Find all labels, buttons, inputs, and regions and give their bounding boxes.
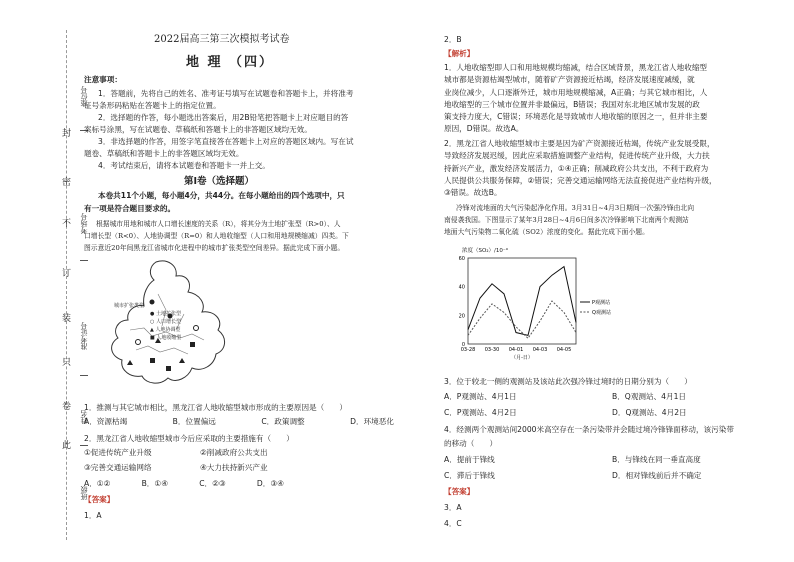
binding-char: 密: [62, 178, 72, 188]
option-b[interactable]: B．①④: [141, 479, 169, 488]
city-marker-shrinking: [190, 342, 195, 347]
legend-symbol: ○: [150, 319, 156, 325]
notice-line: 案标号涂黑，写在试题卷、草稿纸和答题卡上的非答题区域均无效。: [84, 125, 312, 134]
option-a[interactable]: A．提前于锋线: [444, 455, 495, 464]
passage-2: [444, 202, 774, 238]
legend-label: 人口增长型: [155, 319, 181, 325]
x-tick-label: 04-01: [508, 347, 524, 353]
statement-item: ②削减政府公共支出: [200, 448, 268, 457]
option-d[interactable]: D．Q观测站、4月2日: [612, 408, 687, 417]
x-tick-label: 03-28: [460, 347, 476, 353]
analysis-line: 业岗位减少，人口逐渐外迁，城市用地规模缩减，A正确；与其它城市相比，人: [444, 87, 708, 97]
city-marker-shrinking: [166, 366, 171, 371]
city-marker-population: [136, 340, 141, 345]
notice-line: 2．选择题的作答，每小题选出答案后，用2B铅笔把答题卡上对应题目的答: [98, 113, 349, 122]
passage-line: 南侵袭我国。下图显示了某年3月28日~4月6日间多次冷锋影响下北南两个观测站: [444, 216, 689, 224]
city-marker-population: [194, 326, 199, 331]
y-tick-label: 0: [461, 342, 465, 348]
x-tick-label: 04-03: [532, 347, 548, 353]
option-b[interactable]: B．位置偏远: [172, 417, 216, 426]
binding-char: 不: [62, 219, 72, 229]
passage-line: 图示意近20年间黑龙江省城市化进程中的城市扩张类型空间差异。据此完成下面小题。: [84, 244, 345, 252]
city-marker-shrinking: [150, 358, 155, 363]
binding-char: 此: [62, 441, 72, 451]
passage-1: [84, 218, 394, 254]
passage-line: 口增长型（R<0）、人地协调型（R=0）和人地收缩型（人口和用地规模缩减）四类。下: [84, 232, 349, 240]
legend-label: 人地收缩型: [156, 335, 182, 341]
analysis-label: 【解析】: [444, 49, 475, 58]
legend-label: Q观测站: [592, 310, 611, 316]
legend-label: 人地协调型: [155, 327, 181, 333]
notice-heading: 注意事项：: [84, 75, 122, 84]
option-c[interactable]: C．②③: [199, 479, 226, 488]
question-2-stem: 2．黑龙江省人地收缩型城市今后应采取的主要措施有（ ）: [84, 434, 294, 443]
y-axis-label: 浓度（SO₂）/10⁻⁹: [462, 248, 508, 254]
binding-char: 订: [62, 269, 72, 279]
blank-line: [80, 445, 88, 446]
option-d[interactable]: D．③④: [256, 479, 284, 488]
seat-number-label: 座位号: [80, 86, 88, 107]
option-b[interactable]: B．与锋线在同一垂直高度: [612, 455, 701, 464]
statement-item: ①促进传统产业升级: [84, 448, 152, 457]
map-legend: [114, 302, 144, 310]
analysis-2: [444, 138, 774, 199]
notice-line: 题卷、草稿纸和答题卡上的非答题区域均无效。: [84, 149, 244, 158]
x-tick-label: 04-05: [556, 347, 572, 353]
name-label: 姓名: [80, 410, 88, 424]
question-4-stem: 的移动（ ）: [444, 439, 498, 448]
option-a[interactable]: A．①②: [84, 479, 111, 488]
x-axis-label: （月-日）: [511, 355, 533, 361]
statement-item: ③完善交通运输网络: [84, 463, 152, 472]
analysis-1: [444, 62, 774, 136]
option-c[interactable]: C．滞后于锋线: [444, 471, 495, 480]
exam-title: 2022届高三第三次模拟考试卷: [154, 34, 290, 45]
option-a[interactable]: A．资源枯竭: [84, 417, 128, 426]
question-4-options: [444, 454, 774, 482]
answer-label: 【答案】: [444, 487, 475, 496]
notice-line: 1．答题前，先将自己的姓名、准考证号填写在试题卷和答题卡上，并将准考: [98, 89, 354, 98]
analysis-line: 地收缩型的三个城市位置并非最偏远，B错误；我国对东北地区城市发展的政: [444, 99, 700, 109]
statement-item: ④大力扶持新兴产业: [200, 463, 268, 472]
option-c[interactable]: C．政策调整: [261, 417, 305, 426]
binding-char: 封: [62, 129, 72, 139]
binding-char: 装: [62, 314, 72, 324]
exam-id-label: 准考证号: [80, 322, 88, 350]
answer-4: 4．C: [444, 519, 462, 528]
so2-concentration-chart: [446, 242, 626, 370]
option-d[interactable]: D．相对锋线前后并不确定: [612, 471, 702, 480]
legend-title: 城市扩张类型: [114, 303, 145, 309]
y-tick-label: 40: [458, 284, 465, 291]
blank-line: [80, 260, 88, 261]
notice-line: 证号条形码粘贴在答题卡上的指定位置。: [84, 101, 221, 110]
answer-1: 1．A: [84, 511, 102, 520]
question-4-stem: 4．经测两个观测站间2000米高空存在一条污染带并会随过境冷锋锋面移动，该污染带: [444, 425, 734, 434]
section-intro: 有一项是符合题目要求的。: [84, 204, 176, 213]
city-marker-coordinated: [127, 360, 133, 365]
answer-2: 2．B: [444, 35, 462, 44]
analysis-line: 城市都是资源枯竭型城市，随着矿产资源接近枯竭，经济发展速度减缓，就: [444, 75, 695, 85]
analysis-line: 策支持力度大，C错误；环境恶化是导致城市人地收缩的原因之一，但并非主要: [444, 112, 708, 122]
legend-label: P观测站: [592, 300, 611, 306]
series-line-q: [468, 301, 576, 338]
x-tick-label: 03-30: [484, 347, 500, 353]
question-2-options: [84, 478, 284, 490]
passage-line: 冷锋对流地面的大气污染起净化作用。3月31日~4月3日期间一次强冷锋由北向: [456, 204, 695, 212]
question-1-stem: 1．推测与其它城市相比，黑龙江省人地收缩型城市形成的主要原因是（ ）: [84, 403, 348, 412]
question-3-stem: 3．位于较北一侧的观测站及该站此次强冷锋过境时的日期分别为（ ）: [444, 377, 692, 386]
notice-line: 4．考试结束后，请将本试题卷和答题卡一并上交。: [98, 161, 270, 170]
plot-frame: [468, 258, 576, 344]
question-3-options: [444, 391, 774, 419]
notice-list: [84, 88, 394, 172]
blank-line: [80, 375, 88, 376]
subject-title: 地 理 （四）: [186, 55, 275, 70]
binding-char: 卷: [62, 402, 72, 412]
binding-char: 只: [62, 358, 72, 368]
legend-symbol: ▲: [150, 327, 156, 333]
city-marker-coordinated: [179, 358, 185, 363]
legend-label: 土地扩张型: [155, 311, 181, 317]
option-a[interactable]: A．P观测站、4月1日: [444, 392, 517, 401]
legend-symbol: ■: [150, 335, 157, 341]
analysis-line: 持新兴产业，激发经济发展活力，①④正确；削减政府公共支出，不利于政府为: [444, 163, 709, 173]
class-label: 班级: [80, 486, 88, 500]
legend-symbol: ●: [150, 311, 156, 317]
section-intro: 本卷共11个小题，每小题4分，共44分。在每小题给出的四个选项中，只: [98, 191, 345, 200]
map-legend-items: [150, 310, 181, 342]
analysis-line: 导致经济发展迟缓，因此应采取措施调整产业结构，促进传统产业升级，大力扶: [444, 151, 710, 161]
option-c[interactable]: C．P观测站、4月2日: [444, 408, 517, 417]
answer-3: 3．A: [444, 503, 462, 512]
analysis-line: 2．黑龙江省人地收缩型城市主要是因为矿产资源接近枯竭，传统产业发展受限，: [444, 139, 715, 148]
analysis-line: 人民提供公共服务保障，②错误；完善交通运输网络无法直接促进产业结构升级，: [444, 175, 717, 185]
analysis-line: ③错误。故选B。: [444, 188, 502, 198]
city-boundary: [136, 346, 188, 354]
question-2-items: [84, 447, 268, 474]
option-b[interactable]: B．Q观测站、4月1日: [612, 392, 687, 401]
passage-line: 地面大气污染物二氧化硫（SO2）浓度的变化。据此完成下面小题。: [444, 228, 649, 236]
analysis-line: 原因，D错误。故选A。: [444, 124, 524, 134]
series-line-p: [468, 267, 576, 336]
notice-line: 3．非选择题的作答，用签字笔直接答在答题卡上对应的答题区域内。写在试: [98, 137, 354, 146]
y-tick-label: 60: [458, 256, 465, 262]
room-number-label: 考场号: [80, 213, 88, 234]
answer-label: 【答案】: [84, 495, 115, 504]
binding-dashed-line: [66, 30, 67, 540]
city-marker-land: [150, 300, 155, 305]
y-tick-label: 20: [458, 313, 465, 320]
section-title: 第Ⅰ卷（选择题）: [184, 176, 255, 187]
passage-line: 根据城市用地和城市人口增长速度的关系（R），将其分为土地扩张型（R>0）、人: [96, 220, 341, 228]
analysis-line: 1．人地收缩型即人口和用地规模均缩减，结合区域背景，黑龙江省人地收缩型: [444, 63, 708, 72]
question-1-options: [84, 416, 394, 428]
option-d[interactable]: D．环境恶化: [350, 417, 394, 426]
